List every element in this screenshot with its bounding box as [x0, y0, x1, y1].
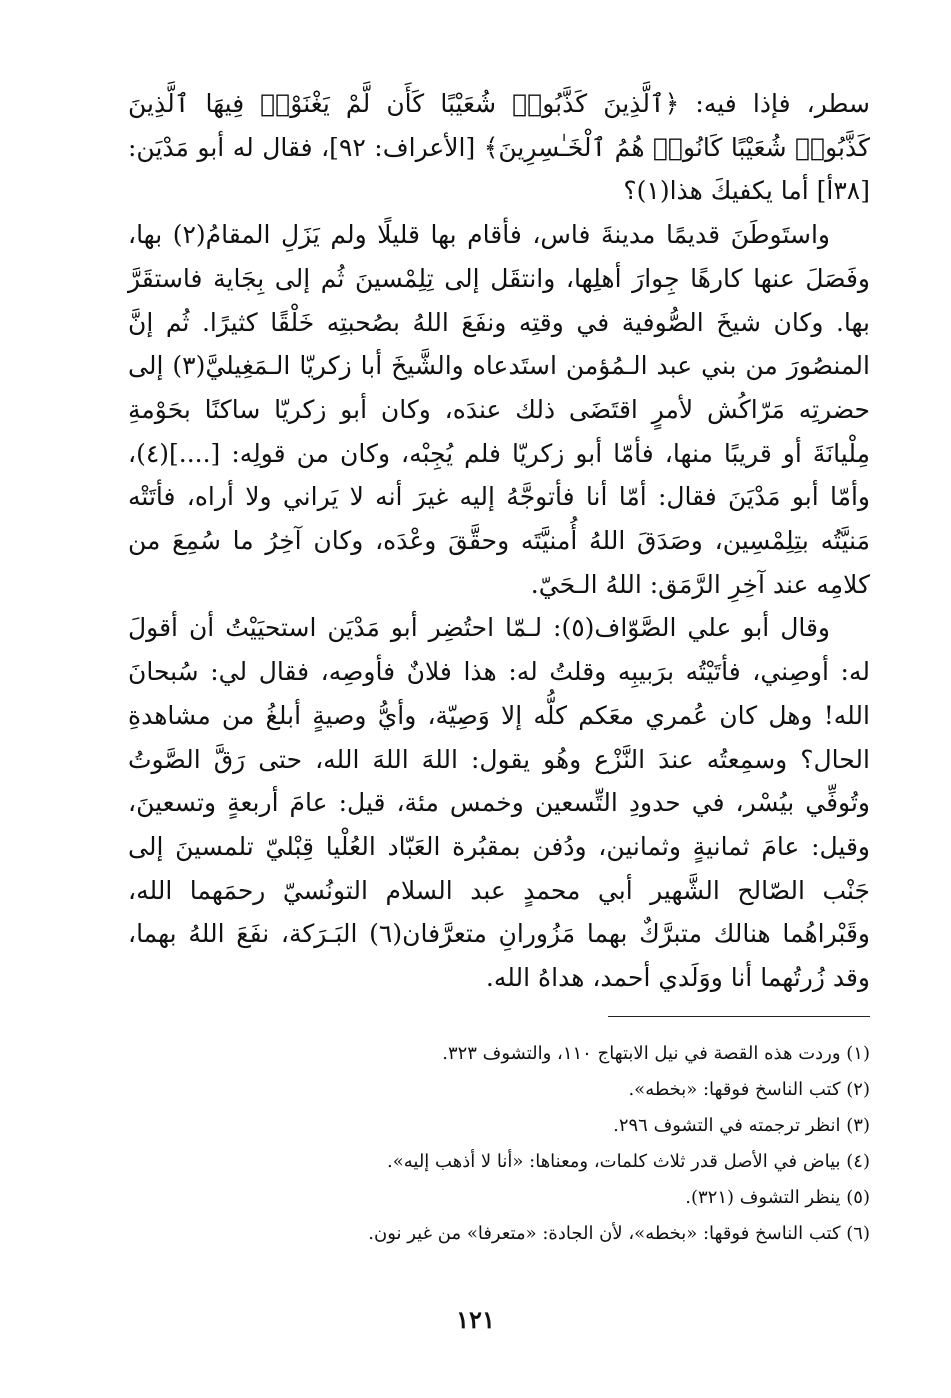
footnote-divider	[608, 1016, 870, 1017]
paragraph-2: واستَوطَنَ قديمًا مدينةَ فاس، فأقام بها قليلًا ولم يَزَلِ المقامُ(٢) بها، وفَصَلَ عنها كارهًا جِوارَ أهلِها، وانتقَل إلى تِلِمْسينَ ثُم إلى بِجَاية فاستقَرَّ بها. وكان شيخَ الصُّوفية في وقتِه ونفَعَ اللهُ بصُحبتِه خَلْقًا كثيرًا. ثُم إنَّ المنصُورَ من بني عبد الـمُؤمن استَدعاه والشَّيخَ أبا زكريّا الـمَغِيليَّ(٣) إلى حضرتِه مَرّاكُش لأمرٍ اقتَضَى ذلك عندَه، وكان أبو زكريّا ساكنًا بحَوْمةِ مِلْيانَةَ أو قريبًا منها، فأمّا أبو زكريّا فلم يُجِبْه، وكان من قولِه: [....](٤)، وأمّا أبو مَدْيَنَ فقال: أمّا أنا فأتوجَّهُ إليه غيرَ أنه لا يَراني ولا أراه، فأتَتْه مَنيَّتُه بتِلِمْسِين، وصَدَقَ اللهُ أُمنيَّتَه وحقَّقَ وعْدَه، وكان آخِرُ ما سُمِعَ من كلامِه عند آخِرِ الرَّمَق: اللهُ الـحَيّ.	[128, 220, 870, 599]
paragraph-3: وقال أبو علي الصَّوّاف(٥): لـمّا احتُضِر أبو مَدْيَن استحيَيْتُ أن أقولَ له: أوصِني، فأتَيْتُه برَبيبِه وقلتُ له: هذا فلانٌ فأوصِه، فقال لي: سُبحانَ الله! وهل كان عُمري معَكم كلُّه إلا وَصِيّة، وأيُّ وصيةٍ أبلغُ من مشاهدةِ الحال؟ وسمِعتُه عندَ النَّزْع وهُو يقول: اللهَ اللهَ الله، حتى رَقَّ الصَّوتُ وتُوفِّي بيُسْر، في حدودِ التِّسعين وخمس مئة، قيل: عامَ أربعةٍ وتسعينَ، وقيل: عامَ ثمانيةٍ وثمانين، ودُفن بمقبُرة العَبّاد العُلْيا قِبْليّ تلمسينَ إلى جَنْب الصّالح الشَّهير أبي محمدٍ عبد السلام التونُسيّ رحمَهما الله، وقَبْراهُما هنالك متبرَّكٌ بهما مَزُورانِ متعرَّفان(٦) البَـرَكة، نفَعَ اللهُ بهما، وقد زُرتُهما أنا ووَلَدي أحمد، هداهُ الله.	[128, 613, 870, 993]
main-text	[128, 82, 870, 1000]
footnote-3: (٣) انظر ترجمته في التشوف ٢٩٦.	[613, 1115, 870, 1136]
page-number: ١٢١	[456, 1305, 495, 1334]
footnote-2: (٢) كتب الناسخ فوقها: «بخطه».	[628, 1079, 870, 1100]
paragraph-1: سطر، فإذا فيه: ﴿ٱلَّذِينَ كَذَّبُوا۟ شُعَيْبًا كَأَن لَّمْ يَغْنَوْا۟ فِيهَا ٱلَّذِينَ كَذَّبُوا۟ شُعَيْبًا كَانُوا۟ هُمُ ٱلْخَـٰسِرِينَ﴾ [الأعراف: ٩٢]، فقال له أبو مَدْيَن: [٣٨أ] أما يكفيكَ هذا(١)؟	[128, 89, 870, 206]
footnote-5: (٥) ينظر التشوف (٣٢١).	[685, 1187, 870, 1208]
footnote-4: (٤) بياض في الأصل قدر ثلاث كلمات، ومعناها: «أنا لا أذهب إليه».	[387, 1151, 870, 1172]
footnote-6: (٦) كتب الناسخ فوقها: «بخطه»، لأن الجادة: «متعرفا» من غير نون.	[368, 1223, 870, 1244]
footnotes-list	[128, 1036, 870, 1252]
footnote-1: (١) وردت هذه القصة في نيل الابتهاج ١١٠، والتشوف ٣٢٣.	[442, 1043, 870, 1064]
